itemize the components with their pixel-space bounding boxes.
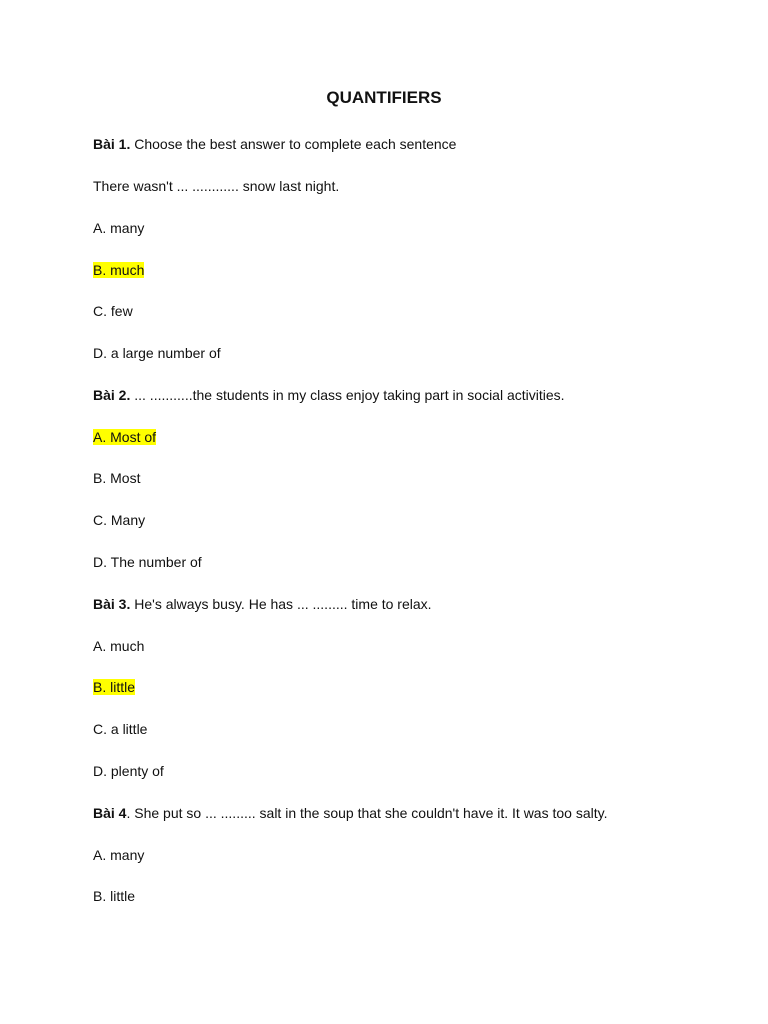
question-2-heading	[93, 386, 565, 404]
question-4-label: Bài 4	[93, 805, 127, 821]
question-4-heading	[93, 804, 607, 822]
question-1-heading	[93, 135, 456, 153]
question-3-option-b	[93, 678, 135, 696]
question-3-prompt: He's always busy. He has ... ......... time to relax.	[130, 596, 432, 612]
page-title: QUANTIFIERS	[326, 88, 442, 107]
question-2-option-b: B. Most	[93, 470, 141, 486]
answer-highlight: B. little	[93, 679, 136, 695]
question-2-option-d: D. The number of	[93, 554, 202, 570]
question-3-option-a: A. much	[93, 638, 145, 654]
question-1-option-a: A. many	[93, 220, 145, 236]
question-3-option-d: D. plenty of	[93, 763, 164, 779]
question-3-heading	[93, 595, 432, 613]
question-1-prompt: Choose the best answer to complete each sentence	[130, 136, 457, 152]
question-2-option-c: C. Many	[93, 512, 146, 528]
question-2-option-a	[93, 428, 156, 446]
question-1-stem: There wasn't ... ............ snow last night.	[93, 178, 340, 194]
question-4-option-a: A. many	[93, 847, 145, 863]
question-3-label: Bài 3.	[93, 596, 131, 612]
answer-highlight: A. Most of	[93, 429, 157, 445]
question-2-label: Bài 2.	[93, 387, 131, 403]
question-2-prompt: ... ...........the students in my class enjoy taking part in social activities.	[130, 387, 565, 403]
question-4-prompt: . She put so ... ......... salt in the soup that she couldn't have it. It was too salty.	[126, 805, 608, 821]
question-1-option-d: D. a large number of	[93, 345, 221, 361]
question-1-label: Bài 1.	[93, 136, 131, 152]
question-1-option-b	[93, 261, 144, 279]
question-1-option-c: C. few	[93, 303, 133, 319]
question-4-option-b: B. little	[93, 888, 136, 904]
question-3-option-c: C. a little	[93, 721, 148, 737]
answer-highlight: B. much	[93, 262, 145, 278]
